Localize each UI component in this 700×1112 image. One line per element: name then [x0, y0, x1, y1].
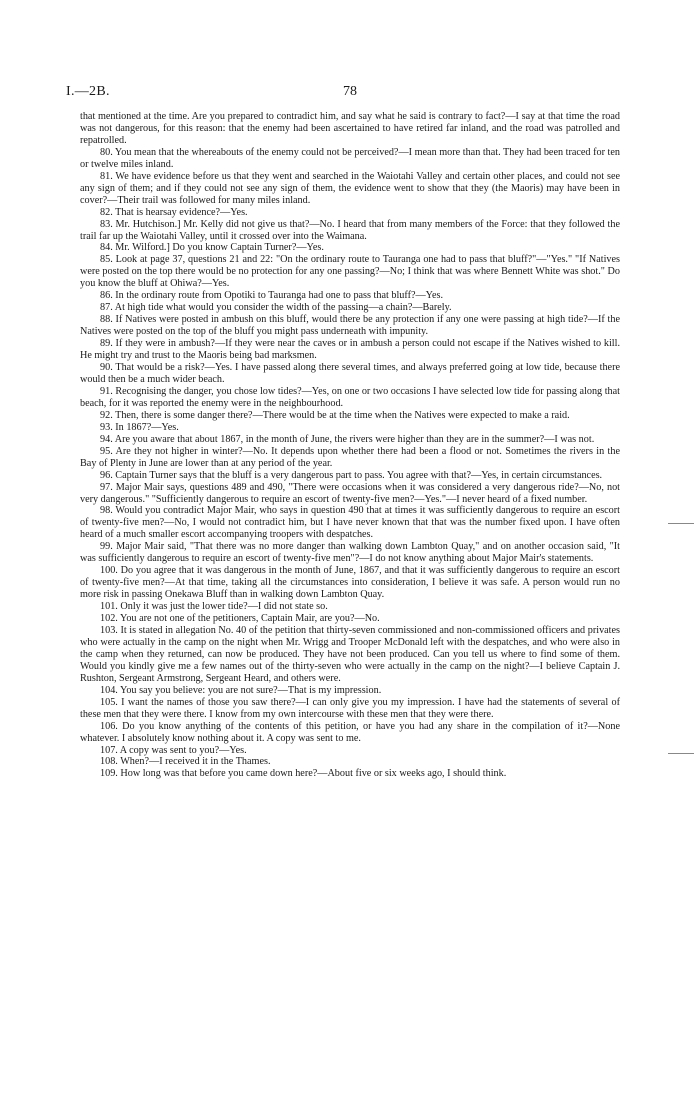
paragraph: 85. Look at page 37, questions 21 and 22: "On the ordinary route to Tauranga one had to pass that bluff?"—"Yes." "If Natives were posted on the top there would be no protection for any one passing?—No; I think that was where Bennett White was shot." Do you know the bluff at Ohiwa?—Yes.: [80, 254, 620, 290]
paragraph: that mentioned at the time. Are you prepared to contradict him, and say what he said is contrary to fact?—I say at that time the road was not dangerous, for this reason: that the enemy had been ascertained to have retired far inland, and the road was patrolled and repatrolled.: [80, 111, 620, 146]
paragraph: 87. At high tide what would you consider the width of the passing—a chain?—Barely.: [100, 302, 452, 314]
paragraph: 100. Do you agree that it was dangerous in the month of June, 1867, and that it was sufficiently dangerous to require an escort of twenty-five men?—At that time, taking all the circumstances into consideration, I believe it was safe. A person would run no more risk in passing Onekawa Bluff than in walking down Lambton Quay.: [80, 565, 620, 601]
paragraph: 91. Recognising the danger, you chose low tides?—Yes, on one or two occasions I have selected low tide for passing along that beach, for it was reported the enemy were in the neighbourhood.: [80, 385, 620, 409]
paragraph: 106. Do you know anything of the contents of this petition, or have you had any share in the compilation of it?—None whatever. I absolutely know nothing about it. A copy was sent to me.: [80, 720, 620, 744]
paragraph: 84. Mr. Wilford.] Do you know Captain Turner?—Yes.: [100, 242, 324, 254]
paragraph: 101. Only it was just the lower tide?—I did not state so.: [100, 601, 328, 613]
paragraph: 104. You say you believe: you are not sure?—That is my impression.: [100, 684, 382, 696]
paragraph: 103. It is stated in allegation No. 40 of the petition that thirty-seven commissioned and non-commissioned officers and privates who were actually in the camp on the night when Mr. Wrigg and Trooper McDonald left with the despatches, and who were also in the camp when they returned, can now be produced. They have not been produced. Can you tell us where to find some of them. Would you kindly give me a few names out of the thirty-seven who were actually in the camp on the night?—I believe Captain J. Rushton, Sergeant Armstrong, Sergeant Heard, and others were.: [80, 624, 620, 684]
paragraph: 93. In 1867?—Yes.: [100, 421, 179, 433]
paragraph: 92. Then, there is some danger there?—There would be at the time when the Natives were expected to make a raid.: [100, 409, 570, 421]
paragraph: 107. A copy was sent to you?—Yes.: [100, 744, 247, 756]
document-reference: I.—2B.: [66, 84, 110, 99]
paragraph: 99. Major Mair said, "That there was no more danger than walking down Lambton Quay," and on another occasion said, "It was sufficiently dangerous to require an escort of twenty-five men"?—I do not know anything about Major Mair's statements.: [80, 541, 620, 565]
margin-mark: [668, 753, 694, 754]
paragraph: 96. Captain Turner says that the bluff is a very dangerous part to pass. You agree with that?—Yes, in certain circumstances.: [100, 469, 603, 481]
paragraph: 80. You mean that the whereabouts of the enemy could not be perceived?—I mean more than that. They had been traced for ten or twelve miles inland.: [80, 146, 620, 170]
paragraph: 86. In the ordinary route from Opotiki to Tauranga had one to pass that bluff?—Yes.: [100, 290, 444, 302]
paragraph: 97. Major Mair says, questions 489 and 490, "There were occasions when it was considered a very dangerous ride?—No, not very dangerous." "Sufficiently dangerous to require an escort of twenty-five men?—Yes."—I never heard of a fixed number.: [80, 481, 620, 505]
paragraph: 108. When?—I received it in the Thames.: [100, 756, 271, 768]
paragraph: 81. We have evidence before us that they went and searched in the Waiotahi Valley and certain other places, and could not see any sign of them; and if they could not see any sign of them, the evidence went to show that they (the Maoris) may have been in cover?—Their trail was followed for many miles inland.: [80, 170, 620, 206]
paragraph: 83. Mr. Hutchison.] Mr. Kelly did not give us that?—No. I heard that from many members of the Force: that they followed the trail far up the Waiotahi Valley, until it crossed over into the Waimana.: [80, 218, 620, 242]
paragraph: 82. That is hearsay evidence?—Yes.: [100, 206, 248, 218]
margin-mark: [668, 523, 694, 524]
paragraph: 98. Would you contradict Major Mair, who says in question 490 that at times it was sufficiently dangerous to require an escort of twenty-five men?—No, I would not contradict him, but I have never known that that was the number fixed upon. I have often heard of a much smaller escort accompanying troopers with despatches.: [80, 505, 620, 541]
testimony-body: [80, 111, 620, 780]
paragraph: 90. That would be a risk?—Yes. I have passed along there several times, and always preferred going at low tide, because there would then be a much wider beach.: [80, 362, 620, 385]
paragraph: 95. Are they not higher in winter?—No. It depends upon whether there had been a flood or not. Sometimes the rivers in the Bay of Plenty in June are lower than at any period of the year.: [80, 445, 620, 469]
paragraph: 109. How long was that before you came down here?—About five or six weeks ago, I should think.: [100, 768, 507, 780]
paragraph: 102. You are not one of the petitioners, Captain Mair, are you?—No.: [100, 613, 380, 625]
paragraph: 89. If they were in ambush?—If they were near the caves or in ambush a person could not escape if the Natives wished to kill. He might try and trust to the Maoris being bad marksmen.: [80, 338, 620, 362]
page-number: 78: [343, 84, 357, 99]
paragraph: 105. I want the names of those you saw there?—I can only give you my impression. I have had the statements of several of these men that they were there. I know from my own intercourse with these men that they were there.: [80, 696, 620, 720]
page-header: [66, 84, 634, 104]
paragraph: 88. If Natives were posted in ambush on this bluff, would there be any protection if any one were passing at high tide?—If the Natives were posted on the top of the bluff you might pass underneath with impunity.: [80, 314, 620, 338]
paragraph: 94. Are you aware that about 1867, in the month of June, the rivers were higher than they are in the summer?—I was not.: [100, 433, 595, 445]
